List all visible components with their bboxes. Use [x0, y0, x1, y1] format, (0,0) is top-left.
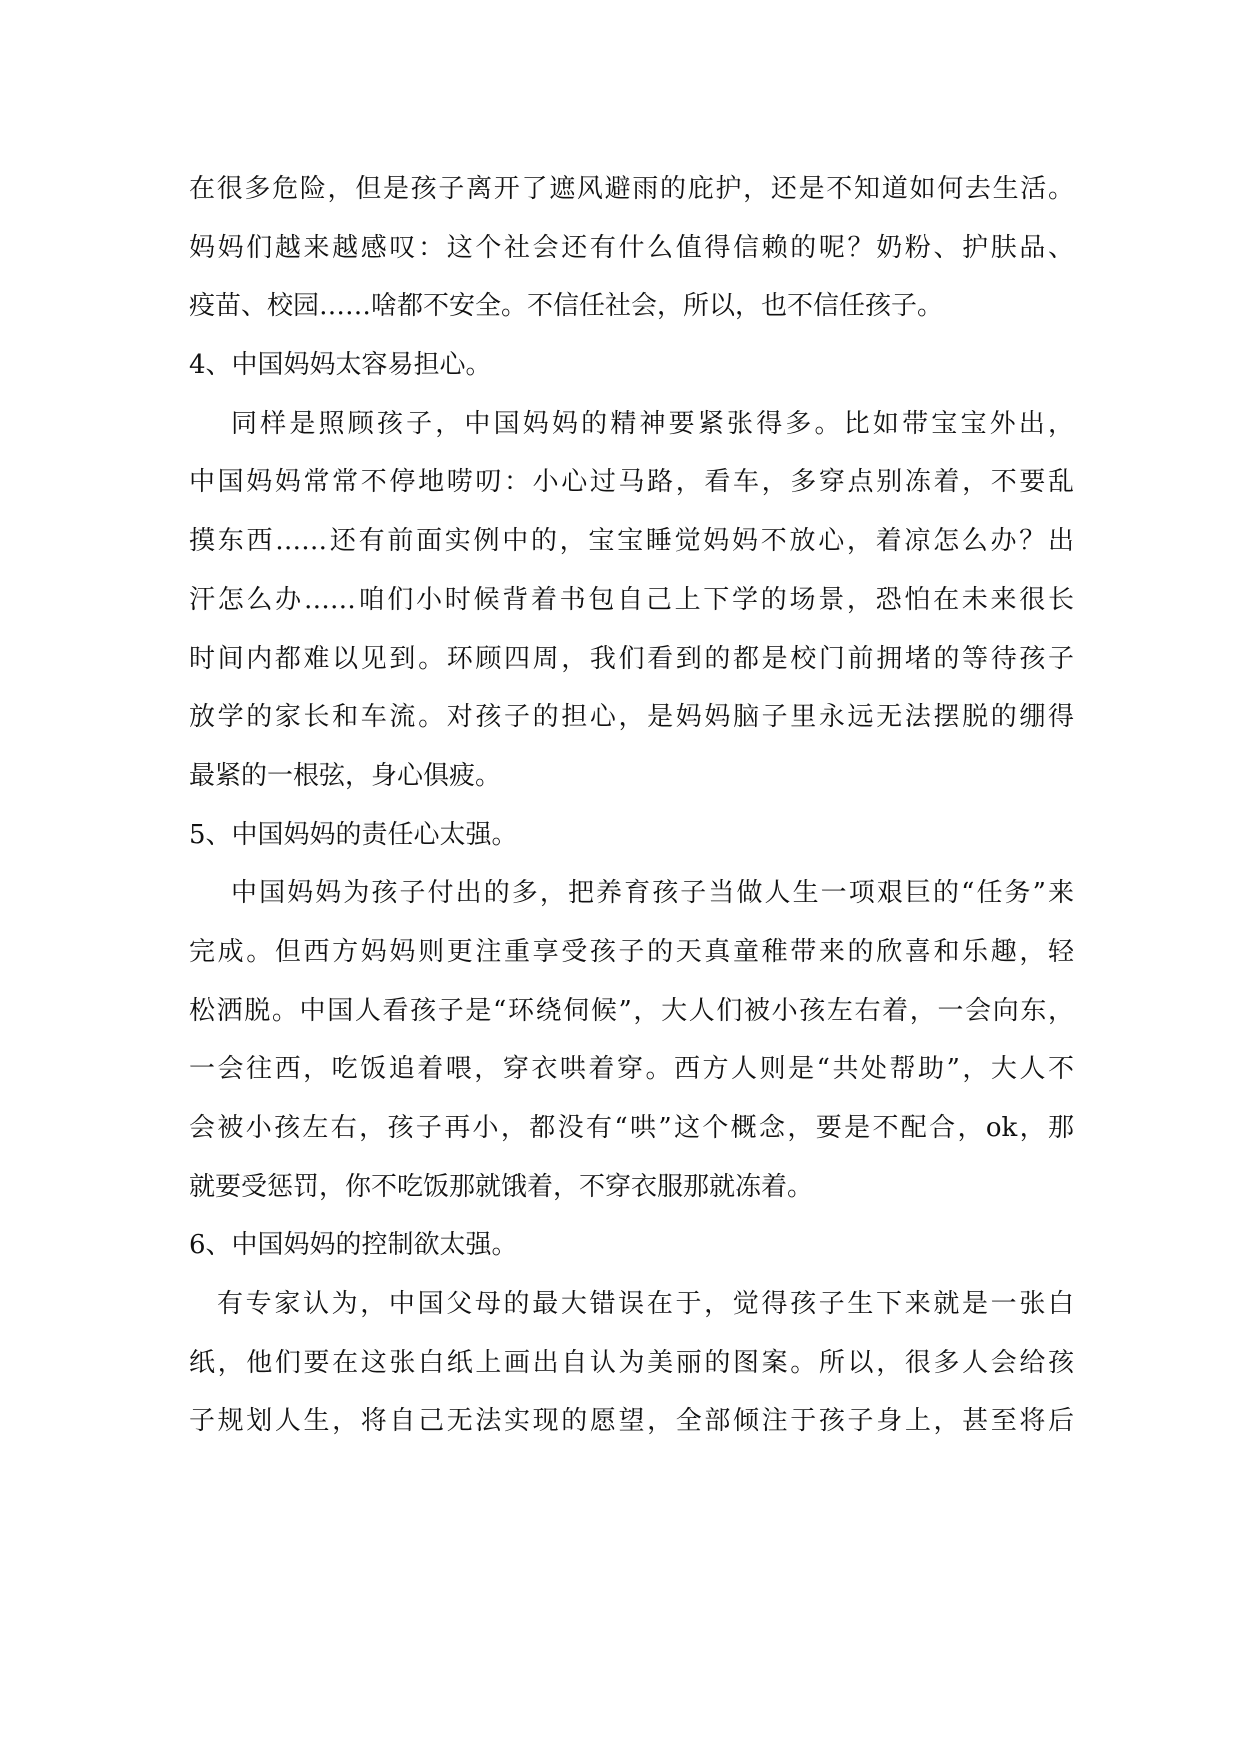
body-text — [189, 160, 1074, 1451]
text-line: 有专家认为，中国父母的最大错误在于，觉得孩子生下来就是一张白 — [217, 1289, 1074, 1320]
text-line: 松洒脱。中国人看孩子是“环绕伺候”，大人们被小孩左右着，一会向东， — [189, 995, 1074, 1026]
text-line: 妈妈们越来越感叹：这个社会还有什么值得信赖的呢？奶粉、护肤品、 — [189, 232, 1074, 263]
text-line: 会被小孩左右，孩子再小，都没有“哄”这个概念，要是不配合，ok，那 — [189, 1113, 1074, 1143]
text-line: 中国妈妈为孩子付出的多，把养育孩子当做人生一项艰巨的“任务”来 — [231, 878, 1074, 909]
text-line: 疫苗、校园……啥都不安全。不信任社会，所以，也不信任孩子。 — [189, 291, 944, 322]
section-heading-5: 5、中国妈妈的责任心太强。 — [189, 819, 518, 850]
text-line: 一会往西，吃饭追着喂，穿衣哄着穿。西方人则是“共处帮助”，大人不 — [189, 1054, 1074, 1085]
text-line: 中国妈妈常常不停地唠叨：小心过马路，看车，多穿点别冻着，不要乱 — [189, 467, 1074, 498]
text-line: 在很多危险，但是孩子离开了遮风避雨的庇护，还是不知道如何去生活。 — [189, 174, 1074, 204]
text-line: 汗怎么办……咱们小时候背着书包自己上下学的场景，恐怕在未来很长 — [189, 584, 1074, 615]
section-heading-6: 6、中国妈妈的控制欲太强。 — [189, 1230, 518, 1261]
text-line: 纸，他们要在这张白纸上画出自认为美丽的图案。所以，很多人会给孩 — [189, 1347, 1074, 1378]
text-line: 同样是照顾孩子，中国妈妈的精神要紧张得多。比如带宝宝外出， — [231, 408, 1074, 439]
text-line: 放学的家长和车流。对孩子的担心，是妈妈脑子里永远无法摆脱的绷得 — [189, 702, 1074, 733]
text-line: 子规划人生，将自己无法实现的愿望，全部倾注于孩子身上，甚至将后 — [189, 1406, 1074, 1437]
text-line: 时间内都难以见到。环顾四周，我们看到的都是校门前拥堵的等待孩子 — [189, 643, 1074, 674]
section-heading-4: 4、中国妈妈太容易担心。 — [189, 350, 492, 381]
text-line: 完成。但西方妈妈则更注重享受孩子的天真童稚带来的欣喜和乐趣，轻 — [189, 936, 1074, 967]
text-line: 就要受惩罚，你不吃饭那就饿着，不穿衣服那就冻着。 — [189, 1171, 814, 1202]
text-line: 摸东西……还有前面实例中的，宝宝睡觉妈妈不放心，着凉怎么办？出 — [189, 526, 1074, 557]
text-line: 最紧的一根弦，身心俱疲。 — [189, 760, 502, 791]
